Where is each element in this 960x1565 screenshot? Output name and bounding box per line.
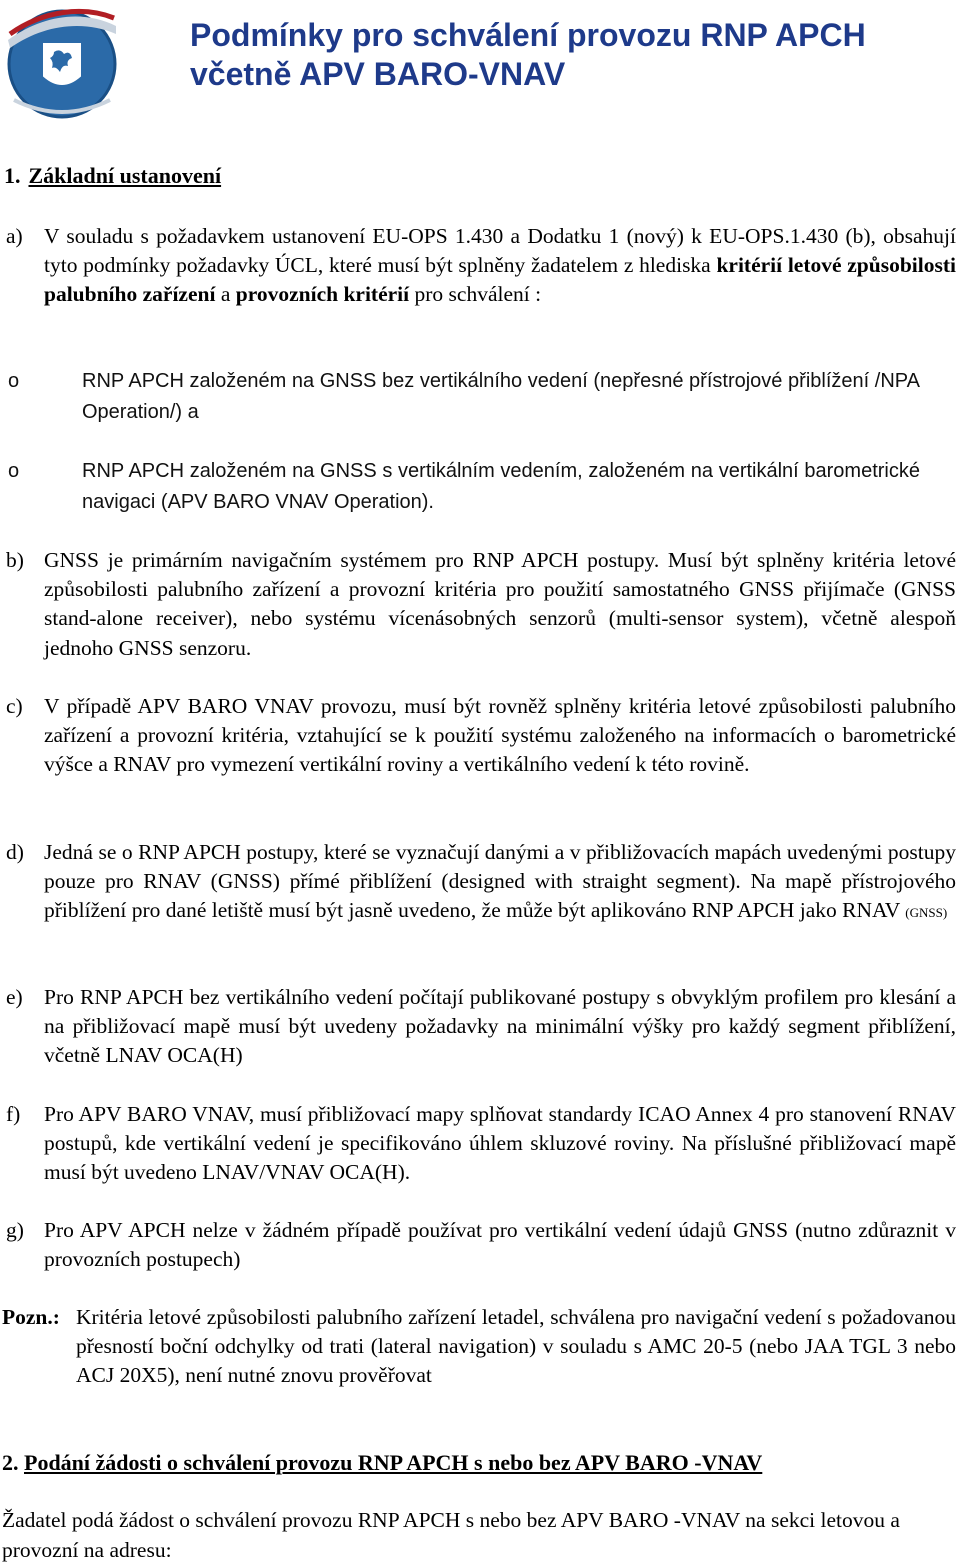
czech-lion-emblem-icon <box>4 4 120 120</box>
section1-heading <box>4 163 221 189</box>
item-e-text: Pro RNP APCH bez vertikálního vedení počítají publikované postupy s obvyklým profilem pro klesání a na přibližovací mapě musí být uvedeny požadavky na minimální výšky pro každý segment přiblížení, včetně LNAV OCA(H) <box>44 985 956 1068</box>
section2-title: Podání žádosti o schválení provozu RNP APCH s nebo bez APV BARO -VNAV <box>24 1450 763 1475</box>
document-title-line2: včetně APV BARO-VNAV <box>190 56 566 92</box>
item-a-bold-operational: provozních kritérií <box>235 282 410 307</box>
item-g <box>6 1216 956 1274</box>
item-b-text: GNSS je primárním navigačním systémem pro RNP APCH postupy. Musí být splněny kritéria letové způsobilosti palubního zařízení a provozní kritéria pro použití samostatného GNSS přijímače (GNSS stand-alone receiver), nebo systému vícenásobných senzorů (multi-sensor system), včetně alespoň jednoho GNSS senzoru. <box>44 548 956 660</box>
bullet-text: RNP APCH založeném na GNSS bez vertikálního vedení (nepřesné přístrojové přiblížení /NPA Operation/) a <box>82 370 920 423</box>
item-d-subscript: (GNSS) <box>905 905 948 921</box>
item-d-label: d) <box>6 840 24 864</box>
item-e <box>6 983 956 1071</box>
item-c-text: V případě APV BARO VNAV provozu, musí být rovněž splněny kritéria letové způsobilosti palubního zařízení a provozní kritéria, vztahující se k použití systému založeného na informacích o barometrické výšce a RNAV pro vymezení vertikální roviny a vertikálního vedení k této rovině. <box>44 694 956 777</box>
bullet-item <box>8 366 920 428</box>
item-b-label: b) <box>6 548 24 572</box>
bullet-marker: o <box>8 460 20 482</box>
item-d-text: Jedná se o RNP APCH postupy, které se vyznačují danými a v přibližovacích mapách uvedenými postupy pouze pro RNAV (GNSS) přímé přiblížení (designed with straight segment). Na mapě přístrojového přiblížení pro dané letiště musí být jasně uvedeno, že může být aplikováno RNP APCH jako RNAV (GNSS) <box>44 840 956 923</box>
item-c-label: c) <box>6 694 23 718</box>
item-b <box>6 546 956 663</box>
closing-paragraph: Žadatel podá žádost o schválení provozu RNP APCH s nebo bez APV BARO -VNAV na sekci letovou a provozní na adresu: <box>2 1508 900 1562</box>
item-g-text: Pro APV APCH nelze v žádném případě používat pro vertikální vedení údajů GNSS (nutno zdůraznit v provozních postupech) <box>44 1218 956 1272</box>
section1-title: Základní ustanovení <box>28 163 222 188</box>
note <box>2 1303 956 1391</box>
item-f-label: f) <box>6 1102 21 1126</box>
document-title <box>190 16 866 94</box>
authority-logo <box>4 4 120 120</box>
item-f-text: Pro APV BARO VNAV, musí přibližovací mapy splňovat standardy ICAO Annex 4 pro stanovení RNAV postupů, kde vertikální vedení je specifikováno úhlem skluzové roviny. Na příslušné přibližovací mapě musí být uvedeno LNAV/VNAV OCA(H). <box>44 1102 956 1185</box>
item-f <box>6 1100 956 1188</box>
item-a-label: a) <box>6 224 23 248</box>
section2-number: 2. <box>2 1450 19 1475</box>
section1-number: 1. <box>4 163 21 188</box>
section2-heading <box>2 1450 762 1476</box>
item-e-label: e) <box>6 985 23 1009</box>
item-d <box>6 838 956 928</box>
item-g-label: g) <box>6 1218 24 1242</box>
item-a-text: V souladu s požadavkem ustanovení EU-OPS 1.430 a Dodatku 1 (nový) k EU-OPS.1.430 (b), obsahují tyto podmínky požadavky ÚCL, které musí být splněny žadatelem z hlediska kritérií letové způsobilosti palubního zařízení a provozních kritérií pro schválení : <box>44 224 956 307</box>
note-label: Pozn.: <box>2 1305 60 1329</box>
item-a-bold-airworthiness: kritérií letové způsobilosti palubního zařízení <box>44 253 956 307</box>
bullet-text: RNP APCH založeném na GNSS s vertikálním vedením, založeném na vertikální barometrické navigaci (APV BARO VNAV Operation). <box>82 460 920 513</box>
document-title-line1: Podmínky pro schválení provozu RNP APCH <box>190 17 866 53</box>
bullet-item <box>8 456 920 518</box>
note-text: Kritéria letové způsobilosti palubního zařízení letadel, schválena pro navigační vedení s požadovanou přesností boční odchylky od trati (lateral navigation) v souladu s AMC 20-5 (nebo JAA TGL 3 nebo ACJ 20X5), není nutné znovu prověřovat <box>76 1305 956 1388</box>
bullet-marker: o <box>8 370 20 392</box>
item-c <box>6 692 956 780</box>
item-a <box>6 222 956 310</box>
